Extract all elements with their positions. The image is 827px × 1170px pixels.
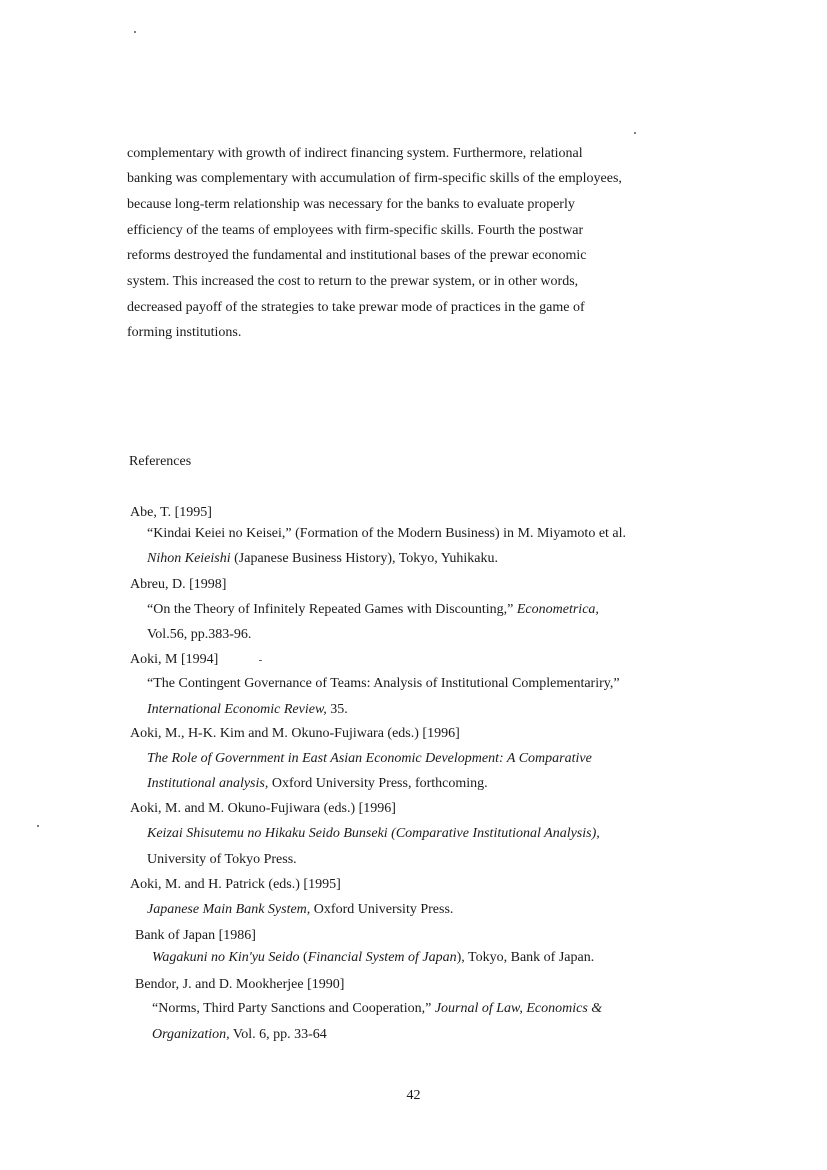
reference-line [147, 526, 626, 542]
body-line: banking was complementary with accumulation of firm-specific skills of the employees, [127, 171, 622, 186]
reference-text: Vol. 6, pp. 33-64 [229, 1027, 327, 1042]
reference-line [152, 1001, 602, 1017]
reference-author: Bendor, J. and D. Mookherjee [1990] [135, 977, 345, 992]
reference-text: ), Tokyo, Bank of Japan. [456, 950, 595, 965]
reference-text: 35. [326, 702, 348, 717]
body-line: complementary with growth of indirect financing system. Furthermore, relational [127, 146, 583, 161]
reference-text: University of Tokyo Press. [147, 852, 297, 867]
reference-title-italic: Journal of Law, Economics & [434, 1001, 603, 1016]
reference-author: Abe, T. [1995] [130, 505, 212, 520]
reference-line [147, 776, 488, 792]
reference-text: Oxford University Press, forthcoming. [268, 776, 488, 791]
page-number: 42 [406, 1088, 421, 1103]
reference-author: Aoki, M. and H. Patrick (eds.) [1995] [130, 877, 341, 892]
reference-title-italic: Wagakuni no Kin'yu Seido [152, 950, 300, 965]
reference-title-italic: Institutional analysis, [147, 776, 269, 791]
reference-author: Abreu, D. [1998] [130, 577, 227, 592]
reference-title-italic: Financial System of Japan [307, 950, 457, 965]
scan-speck [634, 132, 636, 134]
scan-speck [134, 31, 136, 33]
reference-line [147, 902, 453, 918]
body-line: because long-term relationship was necessary for the banks to evaluate properly [127, 197, 575, 212]
reference-line [147, 627, 251, 643]
reference-author: Aoki, M. and M. Okuno-Fujiwara (eds.) [1996] [130, 801, 396, 816]
reference-title-italic: International Economic Review, [147, 702, 327, 717]
body-line: reforms destroyed the fundamental and institutional bases of the prewar economic [127, 248, 587, 263]
scan-speck [37, 825, 39, 827]
reference-line [147, 676, 620, 692]
reference-title-italic: Organization, [152, 1027, 230, 1042]
reference-author: Aoki, M., H-K. Kim and M. Okuno-Fujiwara (eds.) [1996] [130, 726, 460, 741]
reference-text: “Norms, Third Party Sanctions and Cooperation,” [152, 1001, 435, 1016]
reference-text: “Kindai Keiei no Keisei,” (Formation of the Modern Business) in M. Miyamoto et al. [147, 526, 627, 541]
reference-line [147, 852, 297, 868]
body-line: forming institutions. [127, 325, 242, 340]
reference-author: Aoki, M [1994] [130, 652, 219, 667]
body-line: decreased payoff of the strategies to take prewar mode of practices in the game of [127, 300, 585, 315]
reference-text: (Japanese Business History), Tokyo, Yuhikaku. [230, 551, 498, 566]
reference-text: “On the Theory of Infinitely Repeated Games with Discounting,” [147, 602, 517, 617]
reference-line [147, 826, 600, 842]
reference-line [147, 602, 599, 618]
reference-author: Bank of Japan [1986] [135, 928, 256, 943]
references-heading: References [129, 454, 192, 469]
reference-text: Vol.56, pp.383-96. [147, 627, 252, 642]
reference-line [152, 1027, 327, 1043]
body-line: system. This increased the cost to return to the prewar system, or in other words, [127, 274, 579, 289]
reference-title-italic: Nihon Keieishi [147, 551, 231, 566]
reference-title-italic: Japanese Main Bank System, [147, 902, 311, 917]
scan-speck [259, 660, 262, 661]
reference-line [147, 551, 498, 567]
reference-title-italic: The Role of Government in East Asian Economic Development: A Comparative [147, 751, 592, 766]
reference-text: ( [299, 950, 308, 965]
reference-text: “The Contingent Governance of Teams: Analysis of Institutional Complementariry,” [147, 676, 620, 691]
reference-line [152, 950, 594, 966]
reference-line [147, 702, 348, 718]
reference-title-italic: Keizai Shisutemu no Hikaku Seido Bunseki (Comparative Institutional Analysis), [147, 826, 600, 841]
reference-text: Oxford University Press. [310, 902, 454, 917]
reference-line [147, 751, 592, 767]
body-line: efficiency of the teams of employees with firm-specific skills. Fourth the postwar [127, 223, 584, 238]
reference-title-italic: Econometrica, [516, 602, 599, 617]
